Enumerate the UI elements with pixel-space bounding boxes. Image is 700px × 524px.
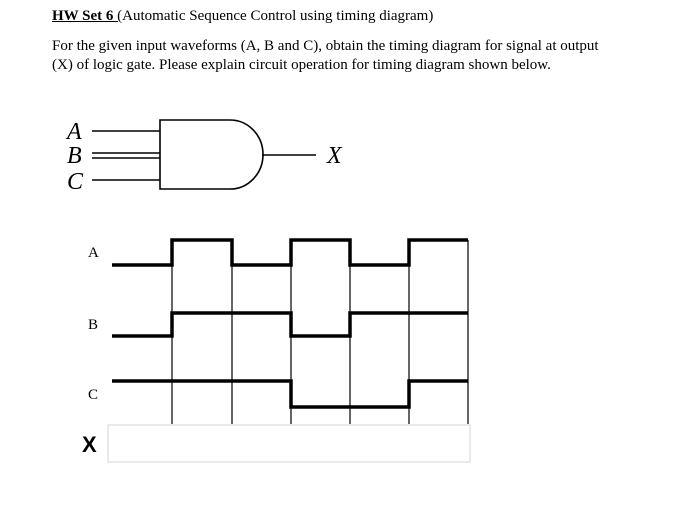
title-text: Automatic Sequence Control using timing diagram)	[122, 8, 434, 24]
gate-input-label-a: A	[67, 119, 82, 145]
hw-set-label: HW Set 6	[52, 8, 118, 24]
gate-output-label: X	[327, 143, 342, 169]
title-paren: (	[117, 8, 123, 24]
output-answer-box[interactable]	[108, 425, 470, 462]
waveform-c	[112, 381, 468, 407]
timing-labels	[82, 245, 99, 457]
timing-label-a: A	[88, 245, 99, 261]
and-gate-body	[160, 120, 263, 189]
timing-grid	[172, 240, 468, 424]
timing-label-c: C	[88, 387, 99, 403]
description-line-2: (X) of logic gate. Please explain circuit operation for timing diagram shown below.	[52, 57, 551, 73]
timing-label-x: X	[82, 432, 97, 457]
waveform-a	[112, 240, 468, 265]
gate-input-label-b: B	[67, 143, 82, 169]
and-gate-diagram	[92, 120, 316, 189]
waveform-b	[112, 313, 468, 336]
gate-input-label-c: C	[67, 169, 84, 195]
timing-waveforms	[112, 240, 468, 407]
description-line-1: For the given input waveforms (A, B and C), obtain the timing diagram for signal at output	[52, 38, 599, 54]
timing-label-b: B	[88, 317, 99, 333]
